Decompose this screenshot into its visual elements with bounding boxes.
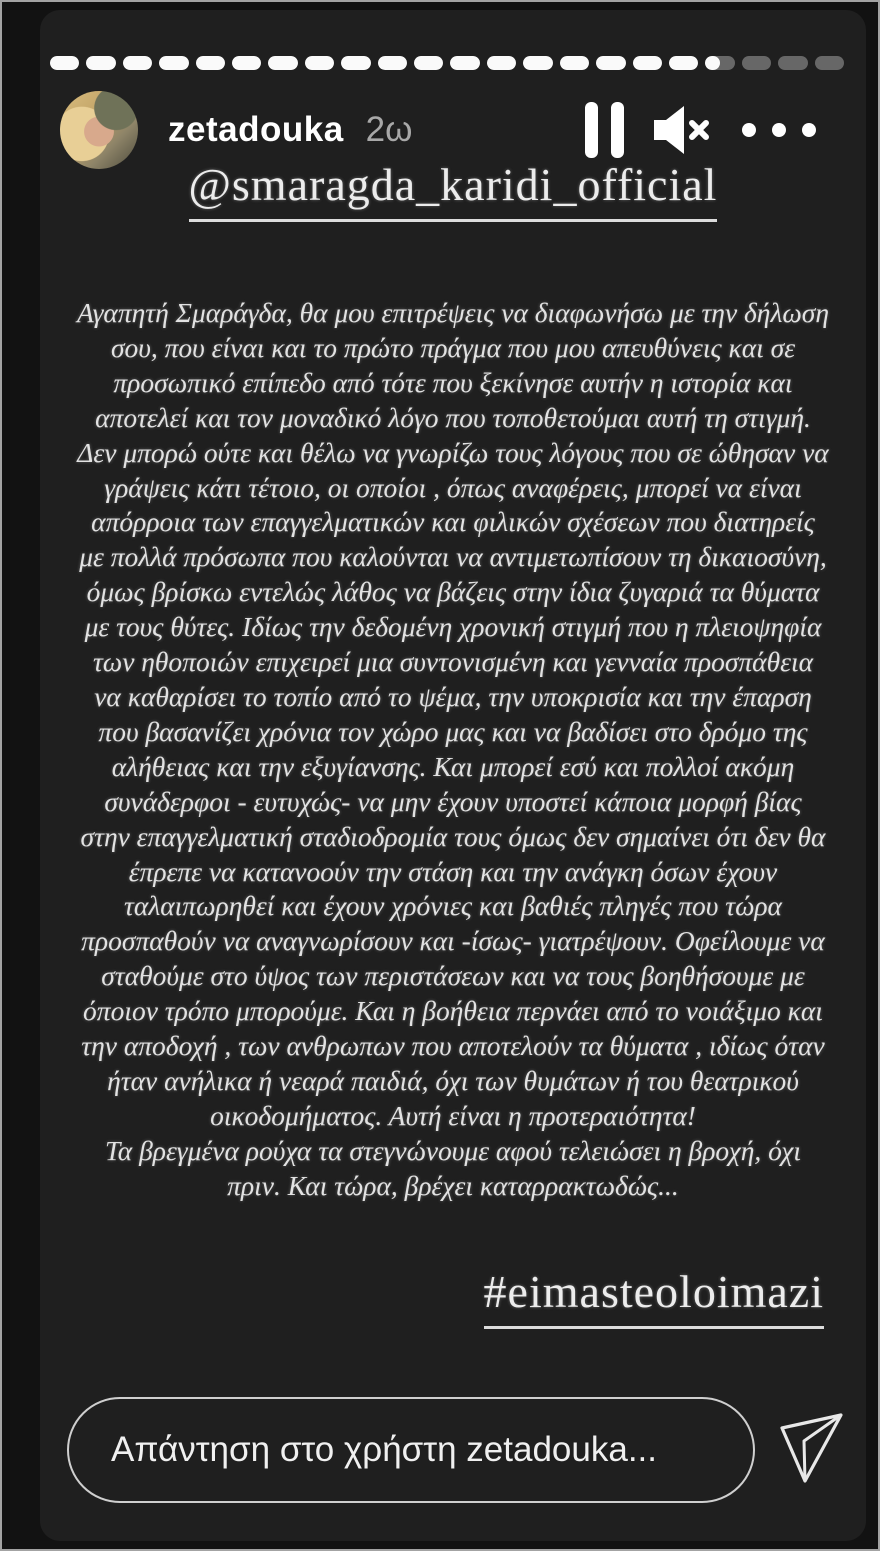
- progress-segment: [196, 56, 225, 70]
- story-text-line: Τα βρεγμένα ρούχα τα στεγνώνουμε αφού τελειώσει η βροχή, όχι: [104, 1134, 802, 1166]
- muted-speaker-icon[interactable]: [650, 100, 716, 160]
- progress-segment: [268, 56, 297, 70]
- pause-icon[interactable]: [585, 102, 624, 158]
- story-text-line: αλήθειας και την εξυγίανσης. Και μπορεί εσύ και πολλοί ακόμη: [111, 750, 795, 782]
- progress-segment: [450, 56, 479, 70]
- story-text-line: με τους θύτες. Ιδίως την δεδομένη χρονική στιγμή που η πλειοψηφία: [84, 611, 822, 643]
- story-text-line: Αγαπητή Σμαράγδα, θα μου επιτρέψεις να διαφωνήσω με την δήλωση: [77, 297, 829, 328]
- mention-wrap: [40, 158, 866, 222]
- more-options-icon[interactable]: [742, 123, 816, 137]
- progress-segment: [523, 56, 552, 70]
- progress-segment: [487, 56, 516, 70]
- story-text-line: σου, που είναι και το πρώτο πράγμα που μου απευθύνεις και σε: [110, 331, 796, 363]
- send-icon[interactable]: [766, 1402, 858, 1498]
- progress-segment: [560, 56, 589, 70]
- story-text-line: την αποδοχή , των ανθρωπων που αποτελούν τα θύματα , ιδίως όταν: [81, 1030, 825, 1062]
- story-text-line: συνάδερφοι - ευτυχώς- να μην έχουν υποστεί κάποια μορφή βίας: [104, 785, 802, 817]
- progress-segment: [378, 56, 407, 70]
- story-text-line: οικοδομήματος. Αυτή είναι η προτεραιότητα!: [210, 1099, 696, 1131]
- progress-segment: [341, 56, 370, 70]
- progress-segment: [414, 56, 443, 70]
- story-text-line: όμως βρίσκω εντελώς λάθος να βάζεις στην ίδια ζυγαριά τα θύματα: [86, 576, 820, 608]
- progress-segment: [50, 56, 79, 70]
- story-text-line: προσπαθούν να αναγνωρίσουν και -ίσως- γιατρέψουν. Οφείλουμε να: [81, 925, 825, 957]
- progress-segment: [232, 56, 261, 70]
- progress-segment: [159, 56, 188, 70]
- story-text-line: που βασανίζει χρόνια τον χώρο μας και να βαδίσει στο δρόμο της: [98, 715, 808, 747]
- story-text-line: να καθαρίσει το τοπίο από το ψέμα, την υποκρισία και την έπαρση: [94, 680, 812, 712]
- progress-segment: [742, 56, 771, 70]
- progress-segment: [633, 56, 662, 70]
- progress-segment: [305, 56, 334, 70]
- progress-segment: [815, 56, 844, 70]
- mention-link[interactable]: @smaragda_karidi_official: [189, 158, 718, 222]
- progress-segment: [705, 56, 734, 70]
- story-progress-bar: [50, 56, 844, 70]
- story-text: [54, 296, 852, 1204]
- story-timestamp: 2ω: [365, 110, 413, 149]
- progress-segment: [123, 56, 152, 70]
- story-text-line: πριν. Και τώρα, βρέχει καταρρακτωδώς...: [227, 1169, 679, 1201]
- story-text-line: γράψεις κάτι τέτοιο, οι οποίοι , όπως αναφέρεις, μπορεί να είναι: [104, 471, 802, 503]
- story-text-line: απόρροια των επαγγελματικών και φιλικών σχέσεων που διατηρείς: [91, 506, 815, 538]
- story-text-line: σταθούμε στο ύψος των περιστάσεων και να τους βοηθήσουμε με: [101, 960, 805, 992]
- story-card: [40, 10, 866, 1541]
- hashtag-link[interactable]: #eimasteoloimazi: [484, 1265, 824, 1329]
- story-text-line: προσωπικό επίπεδο από τότε που ξεκίνησε αυτήν η ιστορία και: [113, 366, 793, 398]
- story-text-line: στην επαγγελματική σταδιοδρομία τους όμως δεν σημαίνει ότι δεν θα: [80, 820, 826, 852]
- story-controls: [585, 100, 816, 160]
- hashtag-wrap: [40, 1265, 824, 1329]
- story-text-line: έπρεπε να κατανοούν την στάση και την ανάγκη όσων έχουν: [128, 855, 778, 887]
- progress-segment: [669, 56, 698, 70]
- story-text-line: Δεν μπορώ ούτε και θέλω να γνωρίζω τους λόγους που σε ώθησαν να: [77, 436, 829, 468]
- progress-segment: [778, 56, 807, 70]
- progress-segment: [596, 56, 625, 70]
- story-text-line: ταλαιπωρηθεί και έχουν χρόνιες και βαθιές πληγές που τώρα: [124, 890, 782, 922]
- story-text-line: όποιον τρόπο μπορούμε. Και η βοήθεια περνάει από το νοιάξιμο και: [83, 995, 823, 1027]
- story-text-line: ήταν ανήλικα ή νεαρά παιδιά, όχι των θυμάτων ή του θεατρικού: [107, 1064, 799, 1096]
- username[interactable]: zetadouka: [168, 110, 344, 149]
- reply-input[interactable]: [67, 1397, 755, 1503]
- story-text-line: των ηθοποιών επιχειρεί μια συντονισμένη και γενναία προσπάθεια: [92, 646, 814, 678]
- progress-segment: [86, 56, 115, 70]
- story-text-line: αποτελεί και τον μοναδικό λόγο που τοποθετούμαι αυτή τη στιγμή.: [95, 401, 811, 433]
- reply-placeholder: Απάντηση στο χρήστη zetadouka...: [111, 1430, 657, 1469]
- story-text-line: με πολλά πρόσωπα που καλούνται να αντιμετωπίσουν τη δικαιοσύνη,: [79, 541, 827, 573]
